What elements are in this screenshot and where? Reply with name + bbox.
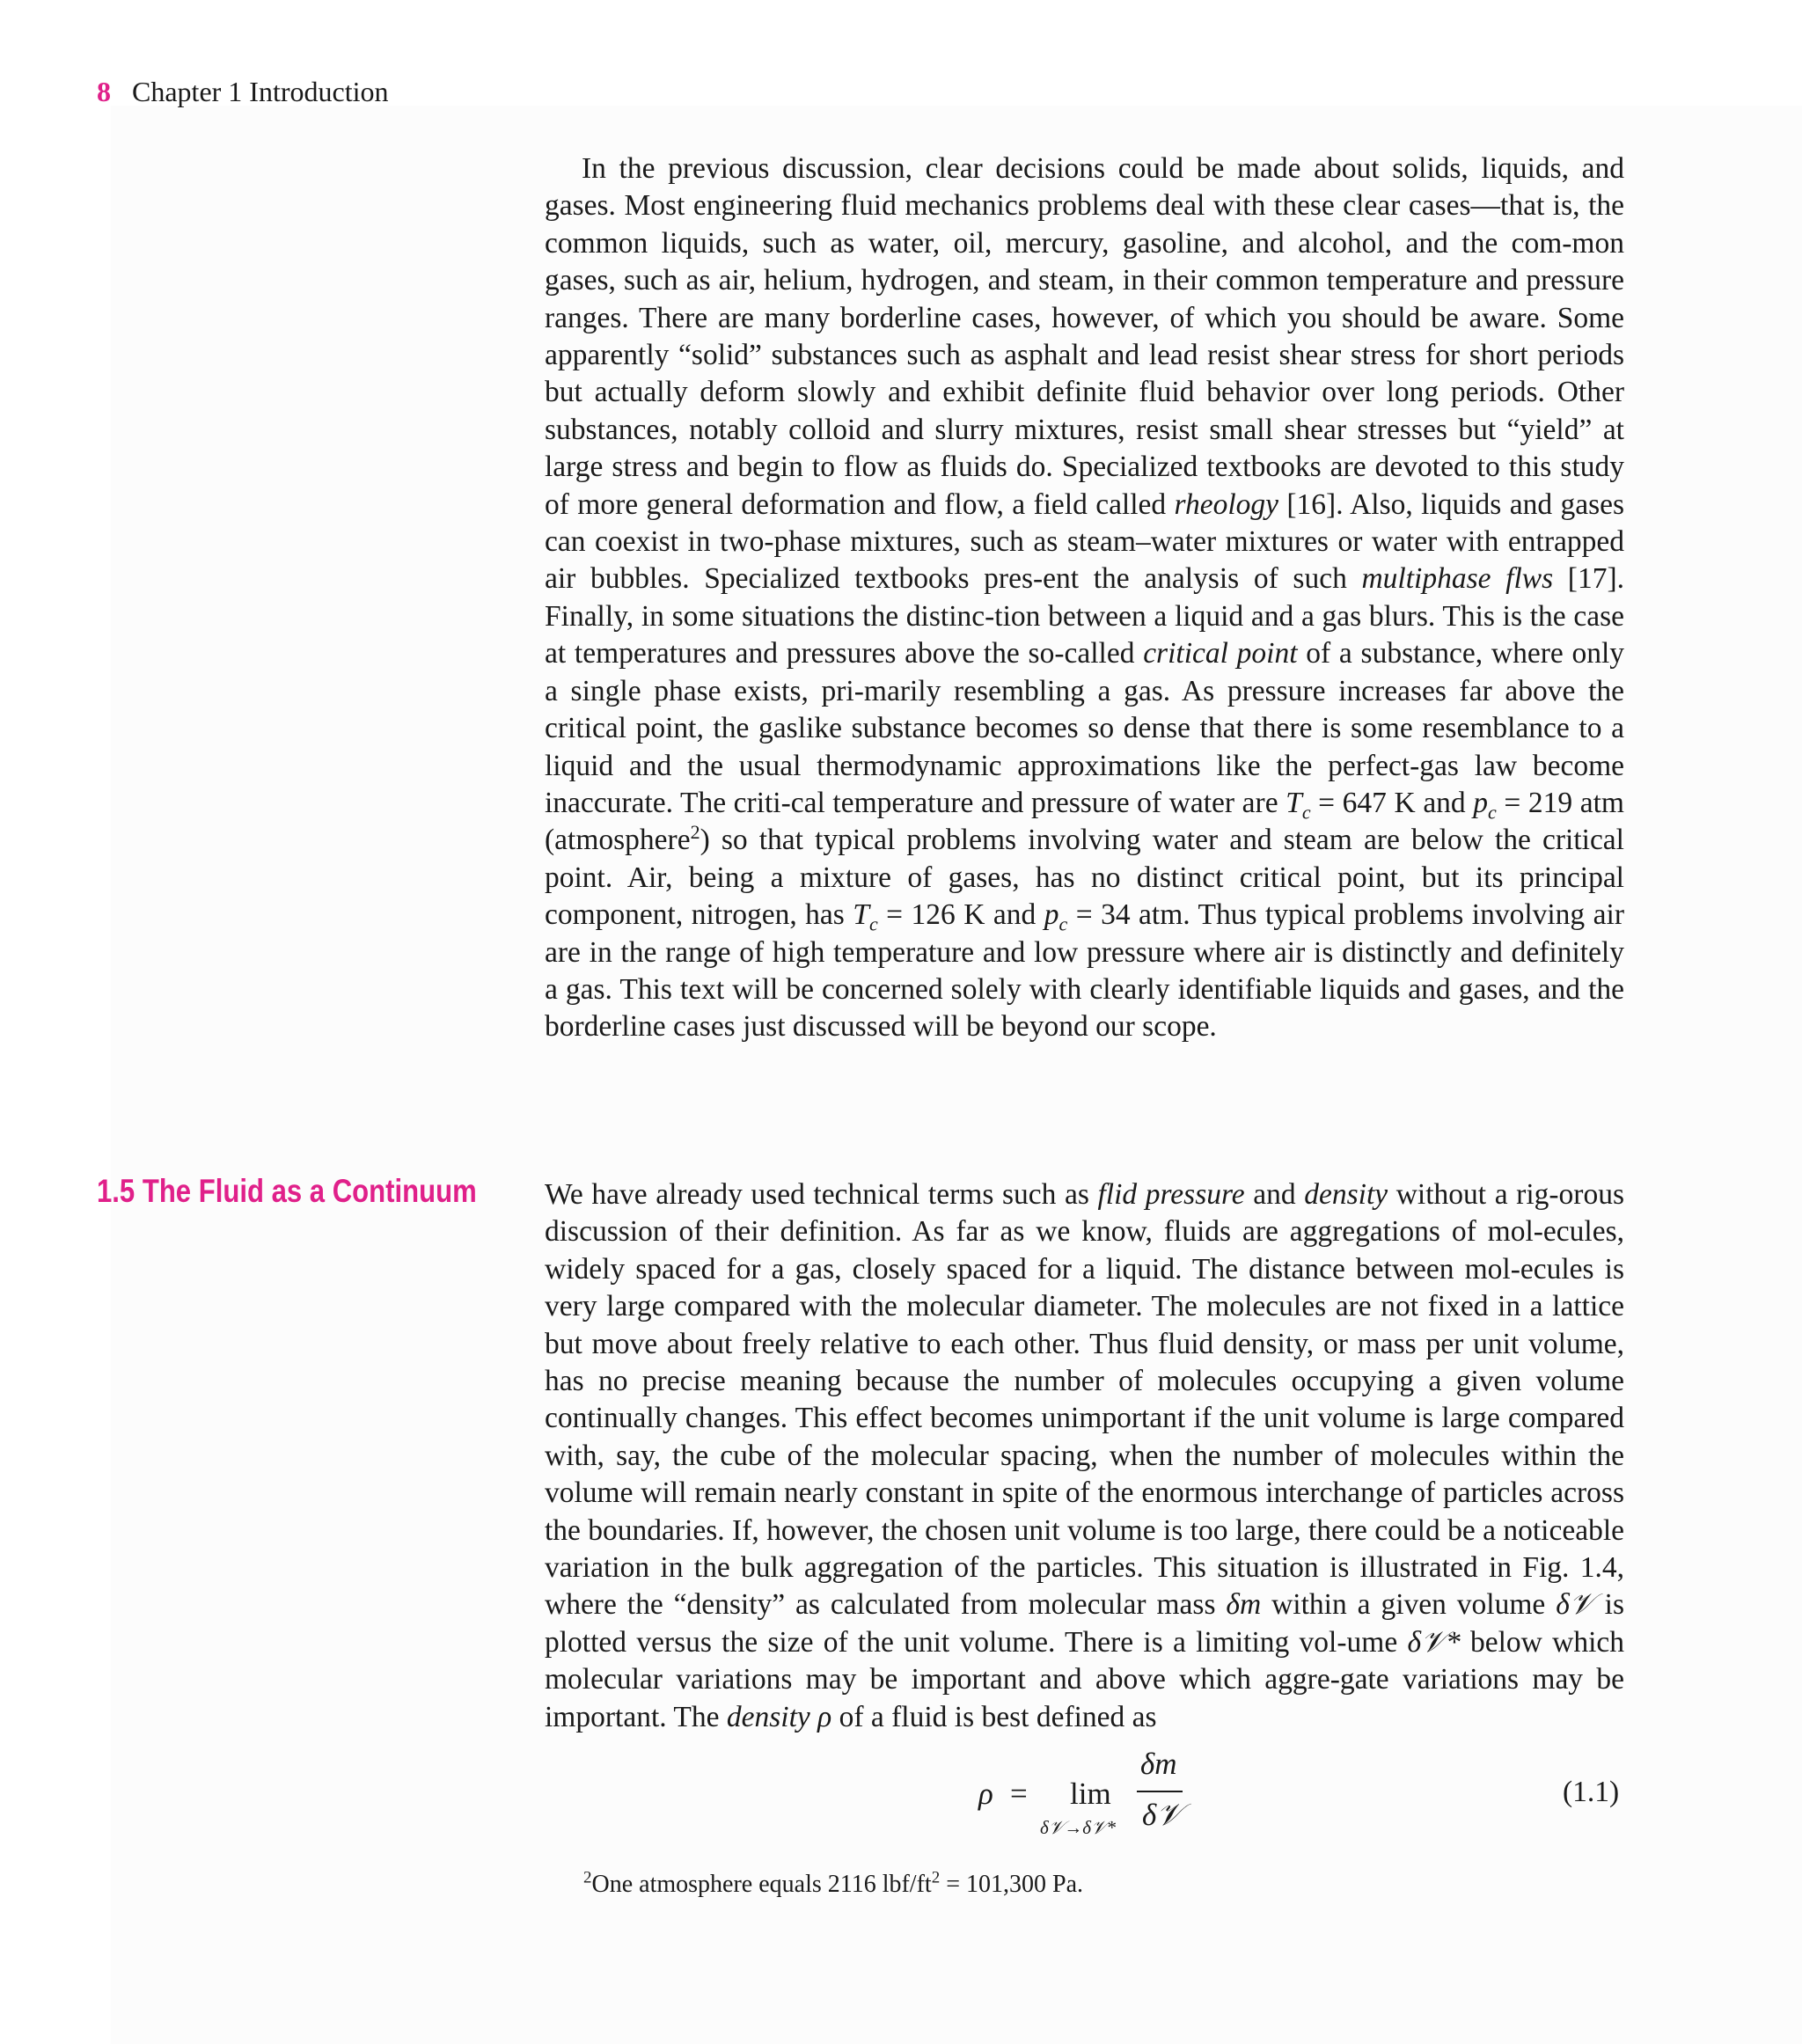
equation-number: (1.1) <box>1563 1776 1620 1808</box>
paragraph-continuum <box>545 1176 1624 1736</box>
footnote-exponent: 2 <box>931 1868 941 1887</box>
footnote <box>583 1869 1083 1901</box>
text-run: below which molecular variations may be important and above which aggre-gate variations may be important. The <box>545 1625 1624 1733</box>
term-rheology: rheology <box>1174 487 1279 521</box>
footnote-text: One atmosphere equals 2116 lbf/ft <box>591 1871 932 1898</box>
text-run: is plotted versus the size of the unit volume. There is a limiting vol-ume <box>545 1588 1624 1659</box>
term-density: density <box>1304 1178 1388 1211</box>
term-multiphase-flows: multiphase flws <box>1361 562 1554 596</box>
term-density: density <box>726 1700 810 1733</box>
text-run <box>810 1701 817 1733</box>
subscript-c: c <box>1488 801 1497 824</box>
text-run: = 219 atm (atmosphere <box>545 786 1624 857</box>
text-run: within a given volume <box>1261 1588 1557 1622</box>
text-run: We have already used technical terms such as <box>545 1178 1098 1211</box>
fraction-numerator: δm <box>1140 1747 1177 1781</box>
equation-lhs-rho: ρ <box>978 1777 993 1811</box>
chapter-title: Chapter 1 Introduction <box>132 76 389 107</box>
footnote-marker: 2 <box>583 1868 592 1887</box>
text-run: ) so that typical problems involving water and steam are below the critical point. Air, being a mixture of gases, has no distinct critical point, but its principal component, nitrogen, has <box>545 824 1624 932</box>
symbol-t: T <box>853 898 869 932</box>
limit-operator: lim <box>1070 1777 1111 1811</box>
text-run: = 647 K and <box>1310 786 1474 819</box>
fraction-bar <box>1137 1791 1183 1792</box>
text-run: of a substance, where only a single phase exists, pri-marily resembling a gas. As pressure increases far above the critical point, the gaslike substance becomes so dense that there is some resemblance to a liquid and the usual thermodynamic approximations like the perfect-gas law become inaccurate. The criti-cal temperature and pressure of water are <box>545 637 1625 819</box>
subscript-c: c <box>868 912 878 935</box>
text-run: without a rig-orous discussion of their definition. As far as we know, fluids are aggregations of mol-ecules, widely spaced for a gas, closely spaced for a liquid. The distance between mol-ecules is very large compared with the molecular diameter. The molecules are not fixed in a lattice but move about freely relative to each other. Thus fluid density, or mass per unit volume, has no precise meaning because the number of molecules occupying a given volume continually changes. This effect becomes unimportant if the unit volume is large compared with, say, the cube of the molecular spacing, when the number of molecules within the volume will remain nearly constant in spite of the enormous interchange of particles across the boundaries. If, however, the chosen unit volume is too large, there could be a noticeable variation in the bulk aggregation of the particles. This situation is illustrated in Fig. 1.4, where the “density” as calculated from molecular mass <box>545 1178 1624 1622</box>
text-run: [17]. Finally, in some situations the distinc-tion between a liquid and a gas blurs. This is the case at temperatures and pressures above the so-called <box>545 562 1624 670</box>
term-fluid-pressure: flid pressure <box>1097 1178 1245 1211</box>
symbol-delta-m: δm <box>1226 1588 1262 1622</box>
text-run: of a fluid is best defined as <box>831 1700 1157 1733</box>
text-run: and <box>1244 1178 1305 1211</box>
subscript-c: c <box>1058 912 1068 935</box>
page-number: 8 <box>97 76 111 107</box>
footnote-text: = 101,300 Pa. <box>940 1871 1083 1898</box>
symbol-p: p <box>1044 898 1059 932</box>
term-critical-point: critical point <box>1143 637 1298 670</box>
subscript-c: c <box>1301 801 1311 824</box>
text-run: [16]. Also, liquids and gases can coexist in two-phase mixtures, such as steam–water mixtures or water with entrapped air bubbles. Specialized textbooks pres-ent the analysis of such <box>545 487 1625 596</box>
symbol-delta-v-star: δ𝒱* <box>1407 1625 1461 1659</box>
text-run: In the previous discussion, clear decisions could be made about solids, liquids, and gases. Most engineering fluid mechanics problems deal with these clear cases—that is, the common liquids, such as water, oil, mercury, gasoline, and alcohol, and the com-mon gases, such as air, helium, hydrogen, and steam, in their common temperature and pressure ranges. There are many borderline cases, however, of which you should be aware. Some apparently “solid” substances such as asphalt and lead resist shear stress for short periods but actually deform slowly and exhibit definite fluid behavior over long periods. Other substances, notably colloid and slurry mixtures, resist small shear stresses but “yield” at large stress and begin to flow as fluids do. Specialized textbooks are devoted to this study of more general deformation and flow, a field called <box>545 152 1624 521</box>
symbol-rho: ρ <box>817 1700 832 1733</box>
text-run: = 34 atm. Thus typical problems involving air are in the range of high temperature and low pressure where air is distinctly and definitely a gas. This text will be concerned solely with clearly identifiable liquids and gases, and the borderline cases just discussed will be beyond our scope. <box>545 898 1624 1044</box>
fraction-denominator: δ𝒱 <box>1142 1798 1183 1832</box>
text-run: = 126 K and <box>877 898 1044 932</box>
section-heading: 1.5 The Fluid as a Continuum <box>97 1173 477 1209</box>
symbol-p: p <box>1473 786 1489 819</box>
equation-density-limit <box>968 1747 1197 1843</box>
symbol-t: T <box>1286 786 1302 819</box>
limit-subscript: δ𝒱→δ𝒱* <box>1040 1817 1117 1838</box>
footnote-reference[interactable]: 2 <box>690 821 700 844</box>
running-head <box>97 74 388 109</box>
paragraph-borderline-cases <box>545 150 1624 1046</box>
equals-sign: = <box>1010 1777 1028 1811</box>
symbol-delta-v: δ𝒱 <box>1556 1588 1594 1622</box>
